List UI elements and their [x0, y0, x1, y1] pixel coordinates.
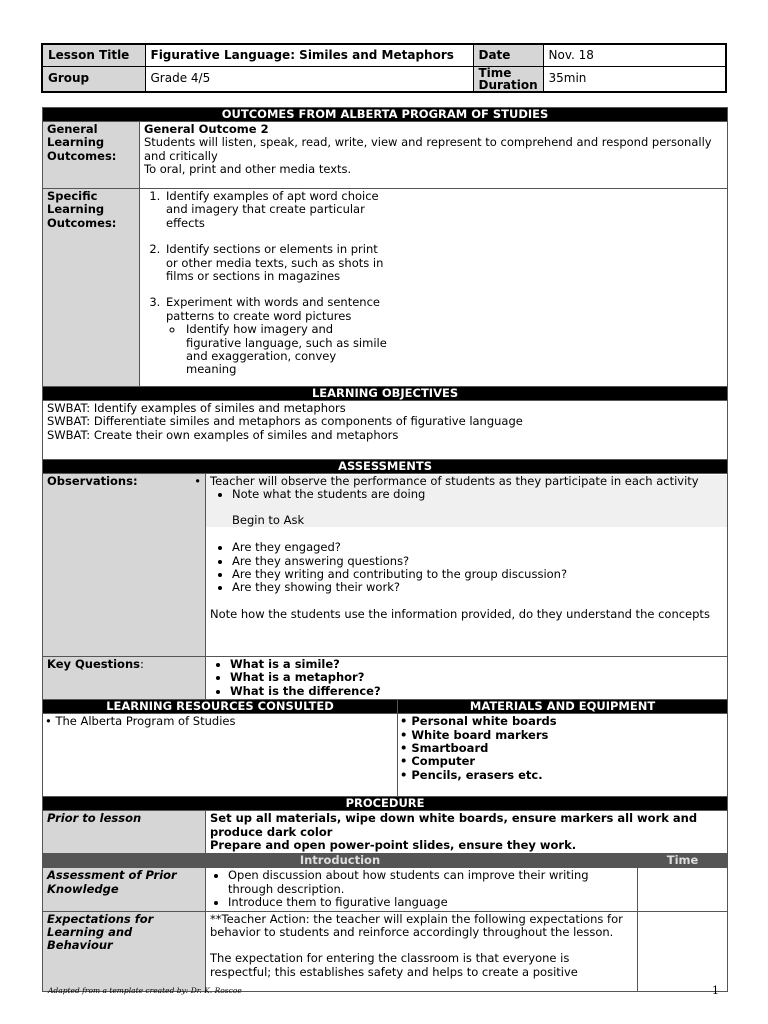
key-questions-label	[43, 657, 206, 700]
observations-label-text: Observations:	[47, 474, 138, 488]
prior-to-lesson-label: Prior to lesson	[43, 811, 206, 854]
general-outcome-title: General Outcome 2	[144, 122, 269, 136]
observation-question: • Are they answering questions?	[232, 555, 723, 568]
expectations-text: **Teacher Action: the teacher will explain the following expectations for behavior to students and reinforce accordingly throughout the lesson.	[210, 911, 623, 940]
observation-main: Teacher will observe the performance of students as they participate in each activity	[210, 474, 699, 488]
lesson-header-table	[41, 43, 727, 93]
bullet-icon: •	[194, 474, 201, 488]
materials-cell	[398, 714, 728, 797]
footer-credit: Adapted from a template created by: Dr. K. Roscoe	[48, 986, 242, 995]
material-item: • Personal white boards	[400, 714, 557, 729]
material-item: • Pencils, erasers etc.	[400, 767, 543, 782]
prior-to-lesson-cell	[206, 811, 728, 854]
specific-outcomes-label: Specific Learning Outcomes:	[43, 189, 140, 387]
time-cell	[638, 911, 728, 991]
introduction-heading: Introduction	[43, 854, 638, 868]
key-questions-colon: :	[140, 657, 144, 671]
observations-label	[43, 474, 206, 657]
objective-item: SWBAT: Identify examples of similes and metaphors	[47, 401, 346, 415]
prior-knowledge-item: • Open discussion about how students can improve their writing through description.	[228, 869, 633, 896]
resource-item-text: The Alberta Program of Studies	[55, 714, 236, 729]
group-value: Grade 4/5	[145, 67, 473, 93]
specific-outcomes-cell	[140, 189, 728, 387]
resources-heading: LEARNING RESOURCES CONSULTED	[43, 700, 398, 714]
prior-knowledge-cell	[206, 868, 638, 911]
material-item-text: Smartboard	[411, 741, 489, 756]
prior-to-lesson-text: Set up all materials, wipe down white boards, ensure markers all work and produce dark color	[210, 811, 698, 839]
general-outcome-text: Students will listen, speak, read, write, view and represent to comprehend and respond personally and critically	[144, 135, 712, 163]
key-questions-label-text: Key Questions	[47, 657, 140, 671]
group-label: Group	[42, 67, 145, 93]
lesson-title-label: Lesson Title	[42, 44, 145, 67]
material-item: • Computer	[400, 754, 476, 769]
time-label: Time Duration	[473, 67, 543, 93]
specific-outcome-item: 1. Identify examples of apt word choice and imagery that create particular effects	[164, 190, 389, 230]
assessments-heading: ASSESSMENTS	[43, 460, 728, 474]
material-item: • Smartboard	[400, 741, 489, 756]
materials-heading: MATERIALS AND EQUIPMENT	[398, 700, 728, 714]
general-outcomes-label: General Learning Outcomes:	[43, 122, 140, 189]
date-label: Date	[473, 44, 543, 67]
material-item-text: Computer	[411, 754, 476, 769]
date-value: Nov. 18	[543, 44, 726, 67]
specific-outcome-item	[164, 296, 389, 376]
observation-question: • Are they showing their work?	[232, 581, 723, 594]
specific-outcome-subitem: ◦ Identify how imagery and figurative language, such as simile and exaggeration, convey meaning	[184, 323, 389, 377]
observation-note-2: Note how the students use the information provided, do they understand the concepts	[210, 606, 710, 621]
prior-to-lesson-text-2: Prepare and open power-point slides, ensure they work.	[210, 838, 577, 853]
objective-item: SWBAT: Differentiate similes and metaphors as components of figurative language	[47, 414, 523, 429]
observation-begin: Begin to Ask	[232, 512, 305, 527]
resources-cell	[43, 714, 398, 797]
page-number: 1	[712, 984, 719, 997]
observation-question: • Are they engaged?	[232, 541, 723, 554]
resource-item: • The Alberta Program of Studies	[45, 714, 236, 729]
observations-cell	[206, 474, 728, 657]
objective-item: SWBAT: Create their own examples of similes and metaphors	[47, 427, 399, 442]
specific-outcome-item: 2. Identify sections or elements in print or other media texts, such as shots in films or sections in magazines	[164, 243, 389, 283]
time-value: 35min	[543, 67, 726, 93]
material-item-text: White board markers	[411, 727, 549, 742]
general-outcomes-cell	[140, 122, 728, 189]
expectations-text-2: The expectation for entering the classroom is that everyone is respectful; this establishes safety and helps to create a positive	[210, 951, 578, 979]
expectations-label: Expectations for Learning and Behaviour	[43, 911, 206, 991]
specific-outcome-text: Experiment with words and sentence patterns to create word pictures	[166, 295, 380, 323]
time-heading: Time	[638, 854, 728, 868]
material-item-text: Pencils, erasers etc.	[411, 767, 543, 782]
outcomes-heading: OUTCOMES FROM ALBERTA PROGRAM OF STUDIES	[43, 108, 728, 122]
material-item-text: Personal white boards	[411, 714, 557, 729]
lesson-plan-table	[42, 107, 728, 992]
key-question: • What is a metaphor?	[230, 671, 723, 684]
key-question: • What is the difference?	[230, 685, 723, 698]
procedure-heading: PROCEDURE	[43, 797, 728, 811]
prior-knowledge-item: • Introduce them to figurative language	[228, 896, 633, 909]
observation-question: • Are they writing and contributing to the group discussion?	[232, 568, 723, 581]
key-questions-cell	[206, 657, 728, 700]
observation-note: • Note what the students are doing	[232, 488, 723, 501]
objectives-cell	[43, 401, 728, 460]
key-question: • What is a simile?	[230, 658, 723, 671]
prior-knowledge-label: Assessment of Prior Knowledge	[43, 868, 206, 911]
expectations-cell	[206, 911, 638, 991]
objectives-heading: LEARNING OBJECTIVES	[43, 387, 728, 401]
lesson-title: Figurative Language: Similes and Metaphors	[145, 44, 473, 67]
general-outcome-text-2: To oral, print and other media texts.	[144, 162, 352, 177]
time-cell	[638, 868, 728, 911]
material-item: • White board markers	[400, 727, 549, 742]
